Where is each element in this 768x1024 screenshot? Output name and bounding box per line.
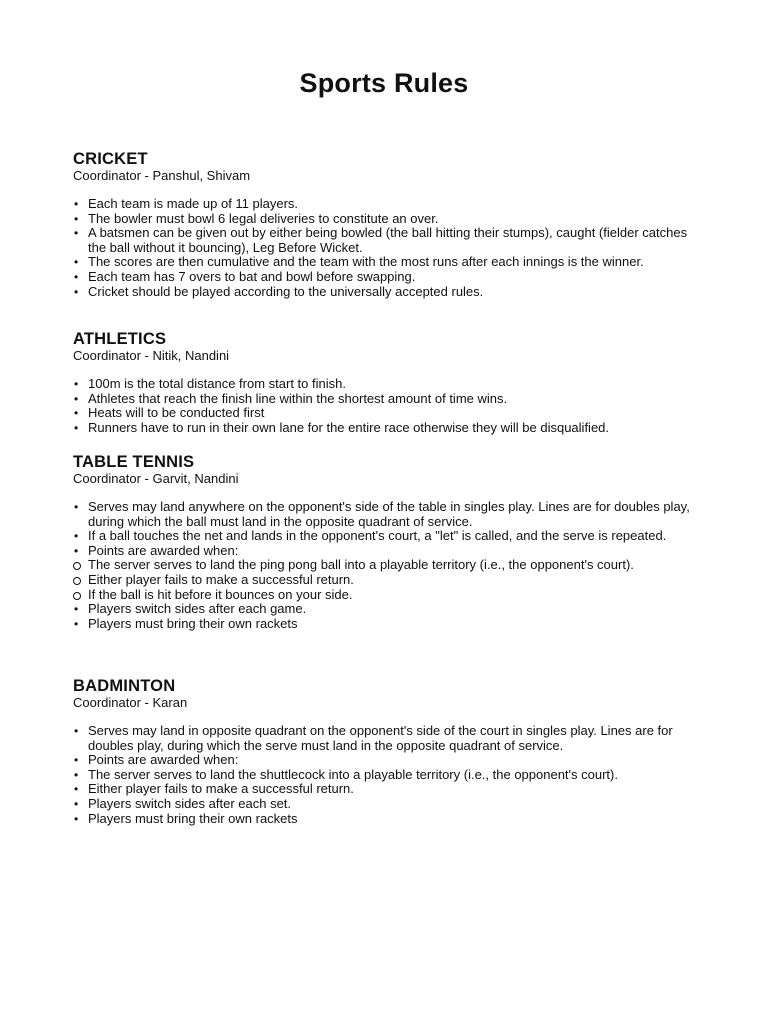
rules-list xyxy=(73,500,703,631)
section-heading: BADMINTON xyxy=(73,677,176,695)
list-item: • Players switch sides after each set. xyxy=(73,797,703,812)
list-item: • The server serves to land the shuttlecock into a playable territory (i.e., the opponent's court). xyxy=(73,768,703,783)
list-item: • Heats will to be conducted first xyxy=(73,406,703,421)
list-item: • Each team is made up of 11 players. xyxy=(73,197,703,212)
sub-rules-list xyxy=(73,558,703,602)
list-item-label: Points are awarded when: xyxy=(88,542,239,558)
coordinator-line: Coordinator - Nitik, Nandini xyxy=(73,348,230,363)
section-heading: ATHLETICS xyxy=(73,330,167,348)
section-badminton xyxy=(73,677,703,826)
list-item: • The bowler must bowl 6 legal deliveries to constitute an over. xyxy=(73,212,703,227)
list-item: • If a ball touches the net and lands in the opponent's court, a "let" is called, and the serve is repeated. xyxy=(73,529,703,544)
list-item: • Cricket should be played according to the universally accepted rules. xyxy=(73,285,703,300)
list-item xyxy=(73,544,703,602)
sub-list-item: The server serves to land the ping pong ball into a playable territory (i.e., the opponent's court). xyxy=(73,558,703,573)
section-heading: CRICKET xyxy=(73,150,148,168)
rules-list xyxy=(73,377,703,435)
sub-list-item: If the ball is hit before it bounces on your side. xyxy=(73,588,703,603)
list-item: • Serves may land anywhere on the opponent's side of the table in singles play. Lines are for doubles play, during which the ball must land in the opposite quadrant of service. xyxy=(73,500,703,529)
coordinator-line: Coordinator - Panshul, Shivam xyxy=(73,168,251,183)
rules-list xyxy=(73,197,703,299)
list-item: • Players must bring their own rackets xyxy=(73,617,703,632)
section-cricket xyxy=(73,150,703,299)
list-item: • A batsmen can be given out by either being bowled (the ball hitting their stumps), caught (fielder catches the ball without it bouncing), Leg Before Wicket. xyxy=(73,226,703,255)
list-item: • Runners have to run in their own lane for the entire race otherwise they will be disqualified. xyxy=(73,421,703,436)
list-item: • Athletes that reach the finish line within the shortest amount of time wins. xyxy=(73,392,703,407)
list-item: • Players must bring their own rackets xyxy=(73,812,703,827)
list-item: • Either player fails to make a successful return. xyxy=(73,782,703,797)
list-item: • Points are awarded when: xyxy=(73,753,703,768)
section-athletics xyxy=(73,330,703,435)
sub-list-item: Either player fails to make a successful return. xyxy=(73,573,703,588)
coordinator-line: Coordinator - Garvit, Nandini xyxy=(73,471,239,486)
section-table-tennis xyxy=(73,453,703,631)
list-item: • Each team has 7 overs to bat and bowl before swapping. xyxy=(73,270,703,285)
rules-list xyxy=(73,724,703,826)
section-heading: TABLE TENNIS xyxy=(73,453,195,471)
list-item: • Serves may land in opposite quadrant on the opponent's side of the court in singles play. Lines are for doubles play, during which the serve must land in the opposite quadrant of service. xyxy=(73,724,703,753)
list-item: • Players switch sides after each game. xyxy=(73,602,703,617)
page-title: Sports Rules xyxy=(299,68,469,98)
list-item: • The scores are then cumulative and the team with the most runs after each innings is the winner. xyxy=(73,255,703,270)
coordinator-line: Coordinator - Karan xyxy=(73,695,188,710)
list-item: • 100m is the total distance from start to finish. xyxy=(73,377,703,392)
